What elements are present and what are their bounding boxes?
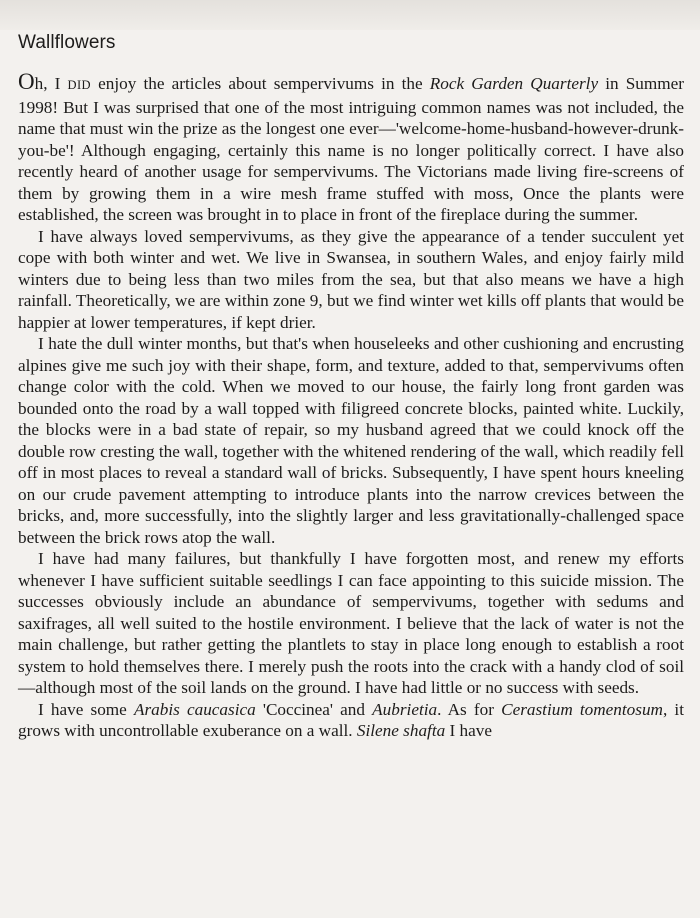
italic-text: Rock Garden Quarterly xyxy=(429,74,599,93)
text-run: in Summer 1998! But I was surprised that one of the most intriguing common names was not included, the name that must win the prize as the longest one ever—'welcome-home-husband-however-drunk-you-be'! Although engaging, certainly this name is no longer politically correct. I have also recently heard of another usage for sempervivums. The Victorians made living fire-screens of them by growing them in a wire mesh frame stuffed with moss, Once the plants were established, the screen was brought in to place in front of the fireplace during the summer. xyxy=(18,74,684,224)
previous-page-bleed xyxy=(0,0,700,30)
paragraph-2 xyxy=(18,226,684,334)
italic-text: Cerastium tomentosum xyxy=(501,699,663,719)
opening-words: h, I xyxy=(34,74,68,93)
text-run: enjoy the articles about sempervivums in the xyxy=(90,74,430,93)
text-run: I have xyxy=(445,721,492,740)
article-body xyxy=(18,70,684,742)
italic-text: Silene shafta xyxy=(356,721,446,740)
text-run: 'Coccinea' and xyxy=(255,699,373,719)
paragraph-4 xyxy=(18,548,684,699)
drop-cap: O xyxy=(18,69,35,94)
italic-text: Aubrietia xyxy=(372,699,438,719)
paragraph-3 xyxy=(18,333,684,548)
text-run: . As for xyxy=(437,699,502,719)
article xyxy=(18,32,684,742)
text-run: I have always loved sempervivums, as they give the appearance of a tender succulent yet cope with both winter and wet. We live in Swansea, in southern Wales, and enjoy fairly mild winters due to being less than two miles from the sea, but that also means we have a high rainfall. Theoretically, we are within zone 9, but we find winter wet kills off plants that would be happier at lower temperatures, if kept drier. xyxy=(18,226,684,332)
small-caps-word: DID xyxy=(67,78,91,92)
text-run: I have some xyxy=(38,699,134,719)
text-run: I have had many failures, but thankfully I have forgotten most, and renew my efforts whenever I have sufficient suitable seedlings I can face appointing to this suicide mission. The successes obviously include an abundance of sempervivums, together with sedums and saxifrages, all well suited to the hostile environment. I believe that the lack of water is not the main challenge, but rather getting the plantlets to stay in place long enough to establish a root system to hold themselves there. I merely push the roots into the crack with a handy clod of soil—although most of the soil lands on the ground. I have had little or no success with seeds. xyxy=(18,549,684,697)
text-run: , it grows with uncontrollable exuberance on a wall. xyxy=(18,699,684,740)
text-run: I hate the dull winter months, but that's when houseleeks and other cushioning and encrusting alpines give me such joy with their shape, form, and texture, added to that, sempervivums often change color with the cold. When we moved to our house, the fairly long front garden was bounded onto the road by a wall topped with filigreed concrete blocks, painted white. Luckily, the blocks were in a bad state of repair, so my husband agreed that we could knock off the double row cresting the wall, together with the whitened rendering of the wall, which readily fell off in most places to reveal a standard wall of bricks. Subsequently, I have spent hours kneeling on our crude pavement attempting to introduce plants into the narrow crevices between the bricks, and, more successfully, into the slightly larger and less gravitationally-challenged space between the brick rows atop the wall. xyxy=(18,334,684,547)
paragraph-1 xyxy=(18,70,684,226)
paragraph-5 xyxy=(18,699,684,742)
article-title: Wallflowers xyxy=(18,32,116,53)
italic-text: Arabis caucasica xyxy=(133,699,256,719)
